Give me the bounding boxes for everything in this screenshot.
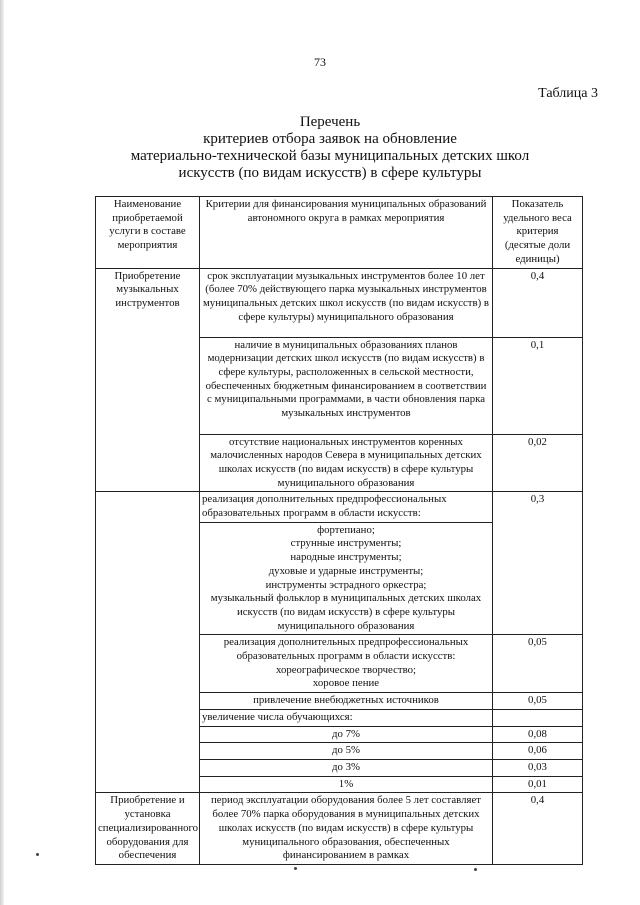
list-item: духовые и ударные инструменты;: [268, 564, 424, 577]
service-name: Приобретение и установка специализированного оборудования для обеспечения: [96, 793, 200, 865]
header-weight: Показатель удельного веса критерия (десятые доли единицы): [493, 197, 583, 269]
criterion-weight: 0,01: [493, 776, 583, 793]
criterion-weight: 0,03: [493, 759, 583, 776]
table-label: Таблица 3: [538, 86, 598, 101]
title-line: материально-технической базы муниципальных детских школ: [130, 148, 530, 164]
table-header-row: [96, 197, 583, 269]
growth-label: 1%: [200, 776, 493, 793]
scan-speck: [294, 867, 297, 870]
service-empty: [96, 492, 200, 793]
list-item: хоровое пение: [312, 677, 380, 690]
criterion-weight: 0,05: [493, 693, 583, 710]
criterion-weight: 0,4: [493, 793, 583, 865]
page-number: 73: [314, 55, 326, 69]
growth-label: до 7%: [200, 726, 493, 743]
criterion-head: увеличение числа обучающихся:: [200, 709, 493, 726]
list-item: фортепиано;: [317, 523, 375, 536]
criterion-weight: 0,02: [493, 434, 583, 492]
title-line: критериев отбора заявок на обновление: [203, 131, 457, 147]
criterion-text: отсутствие национальных инструментов коренных малочисленных народов Севера в муниципальных детских школах искусств (по видам искусств) в сфере культуры муниципального образования: [200, 434, 493, 492]
title-line: искусств (по видам искусств) в сфере культуры: [178, 165, 482, 181]
criterion-text: [200, 492, 493, 635]
scan-speck: [36, 853, 39, 856]
criterion-head: реализация дополнительных предпрофессиональных образовательных программ в области искусств:: [223, 636, 469, 663]
criterion-items: [200, 523, 492, 635]
header-service: Наименование приобретаемой услуги в составе мероприятия: [96, 197, 200, 269]
criterion-weight: 0,4: [493, 268, 583, 337]
scan-edge: [0, 0, 4, 905]
criterion-weight: 0,1: [493, 337, 583, 434]
criterion-weight: 0,06: [493, 743, 583, 760]
criterion-weight: 0,08: [493, 726, 583, 743]
criterion-text: наличие в муниципальных образованиях планов модернизации детских школ искусств (по видам искусств) в сфере культуры, расположенных в сельской местности, обеспеченных бюджетным финансированием в соответствии с муниципальными программами, в части обновления парка музыкальных инструментов: [200, 337, 493, 434]
criterion-text: [200, 635, 493, 693]
criterion-weight: 0,3: [493, 492, 583, 635]
growth-label: до 5%: [200, 743, 493, 760]
growth-label: до 3%: [200, 759, 493, 776]
criterion-text: период эксплуатации оборудования более 5 лет составляет более 70% парка оборудования в муниципальных детских школах искусств (по видам искусств) в сфере культуры муниципального образования, обеспеченных финансированием в рамках: [200, 793, 493, 865]
list-item: хореографическое творчество;: [275, 663, 417, 676]
list-item: инструменты эстрадного оркестра;: [265, 578, 427, 591]
document-title: [40, 114, 620, 182]
title-line: Перечень: [299, 114, 361, 130]
table-row: [96, 793, 583, 865]
criteria-table: [95, 196, 583, 865]
scan-speck: [474, 868, 477, 871]
criterion-weight: [493, 709, 583, 726]
header-criteria: Критерии для финансирования муниципальных образований автономного округа в рамках мероприятия: [200, 197, 493, 269]
criterion-weight: 0,05: [493, 635, 583, 693]
table-row: [96, 492, 583, 635]
service-name: Приобретение музыкальных инструментов: [96, 268, 200, 492]
table-row: [96, 268, 583, 337]
criterion-text: привлечение внебюджетных источников: [200, 693, 493, 710]
criterion-text: срок эксплуатации музыкальных инструментов более 10 лет (более 70% действующего парка музыкальных инструментов муниципальных детских школ искусств (по видам искусств) в сфере культуры) муниципального образования: [200, 268, 493, 337]
criterion-head: реализация дополнительных предпрофессиональных образовательных программ в области искусств:: [200, 492, 492, 522]
list-item: струнные инструменты;: [290, 537, 402, 550]
list-item: народные инструменты;: [290, 551, 402, 564]
list-item: музыкальный фольклор в муниципальных детских школах искусств (по видам искусств) в сфере культуры муниципального образования: [210, 592, 482, 632]
